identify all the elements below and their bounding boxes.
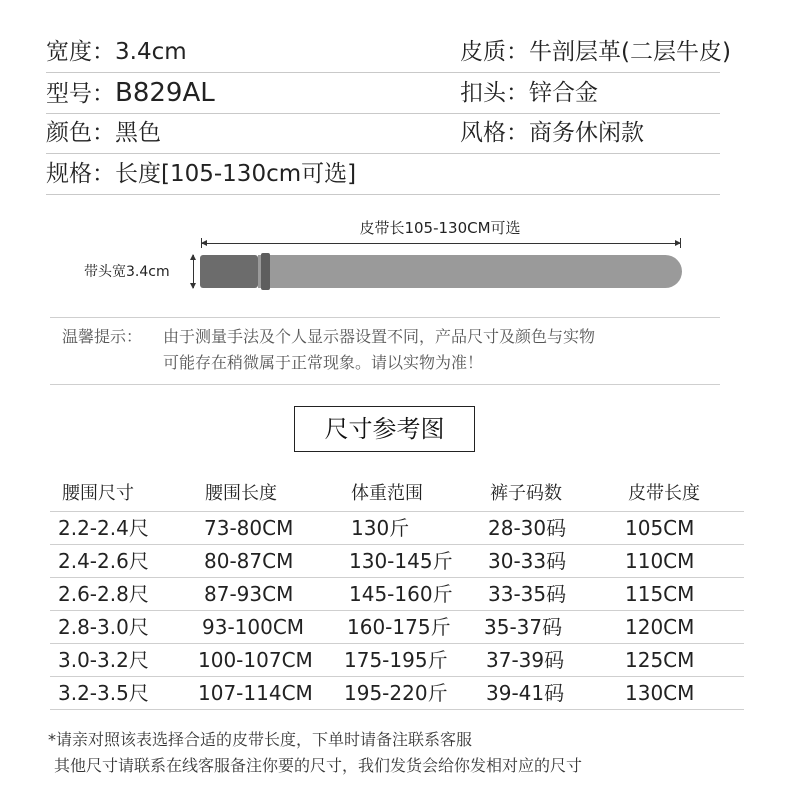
table-cell: 3.0-3.2尺	[58, 648, 149, 672]
table-cell: 2.2-2.4尺	[58, 516, 149, 540]
notice-divider-bottom	[50, 384, 720, 385]
table-row	[50, 611, 744, 644]
table-cell: 130斤	[351, 516, 410, 540]
table-header	[50, 476, 744, 511]
spec-style	[460, 113, 644, 153]
belt-length-label: 皮带长105-130CM可选	[359, 219, 521, 237]
table-cell: 2.4-2.6尺	[58, 549, 149, 573]
belt-loop	[261, 253, 270, 290]
spec-width	[46, 32, 187, 72]
width-arrow	[193, 255, 194, 288]
table-row	[50, 677, 744, 710]
spec-buckle	[460, 73, 598, 113]
table-row	[50, 578, 744, 611]
table-row	[50, 512, 744, 545]
table-cell: 145-160斤	[349, 582, 453, 606]
spec-row-2	[46, 73, 720, 114]
notice-label: 温馨提示：	[62, 327, 143, 346]
table-cell: 110CM	[625, 549, 695, 573]
spec-color	[46, 113, 161, 153]
notice	[62, 324, 595, 376]
buckle-width-label: 带头宽3.4cm	[84, 264, 170, 280]
table-cell: 2.6-2.8尺	[58, 582, 149, 606]
spec-material-label: 皮质：	[460, 39, 529, 65]
table-cell: 130CM	[625, 681, 695, 705]
size-table	[50, 476, 744, 710]
spec-model	[46, 73, 215, 114]
belt-buckle	[200, 255, 258, 288]
table-cell: 100-107CM	[198, 648, 313, 672]
spec-row-3	[46, 113, 720, 154]
spec-row-4	[46, 154, 720, 195]
table-cell: 105CM	[625, 516, 695, 540]
table-cell: 35-37码	[484, 615, 563, 639]
notice-line-2: 可能存在稍微属于正常现象。请以实物为准！	[163, 353, 484, 372]
length-arrow	[202, 243, 680, 244]
spec-buckle-label: 扣头：	[460, 80, 529, 106]
spec-style-label: 风格：	[460, 120, 529, 146]
table-header-cell: 裤子码数	[490, 483, 562, 504]
table-header-cell: 腰围尺寸	[62, 483, 134, 504]
spec-row-1	[46, 32, 731, 73]
table-header-cell: 体重范围	[351, 483, 423, 504]
table-cell: 130-145斤	[349, 549, 453, 573]
table-cell: 160-175斤	[347, 615, 451, 639]
table-header-cell: 腰围长度	[205, 483, 277, 504]
spec-width-value: 3.4cm	[115, 39, 187, 65]
spec-model-label: 型号：	[46, 81, 115, 107]
table-cell: 115CM	[625, 582, 695, 606]
table-cell: 80-87CM	[204, 549, 294, 573]
table-cell: 107-114CM	[198, 681, 313, 705]
table-cell: 195-220斤	[344, 681, 448, 705]
table-cell: 120CM	[625, 615, 695, 639]
table-cell: 2.8-3.0尺	[58, 615, 149, 639]
spec-color-value: 黑色	[115, 120, 161, 146]
spec-style-value: 商务休闲款	[529, 120, 644, 146]
belt-strap	[258, 255, 682, 288]
spec-size	[46, 154, 356, 194]
table-cell: 93-100CM	[202, 615, 305, 639]
notice-divider-top	[50, 317, 720, 318]
spec-color-label: 颜色：	[46, 120, 115, 146]
table-header-cell: 皮带长度	[628, 483, 700, 504]
footnote-line-2: 其他尺寸请联系在线客服备注你要的尺寸，我们发货会给你发相对应的尺寸	[54, 756, 583, 775]
table-cell: 33-35码	[488, 582, 567, 606]
table-cell: 175-195斤	[344, 648, 448, 672]
spec-model-value: B829AL	[115, 78, 215, 108]
notice-line-1: 由于测量手法及个人显示器设置不同，产品尺寸及颜色与实物	[163, 327, 596, 346]
table-cell: 125CM	[625, 648, 695, 672]
table-cell: 87-93CM	[204, 582, 294, 606]
spec-material	[460, 32, 731, 72]
footnote	[48, 727, 582, 779]
spec-buckle-value: 锌合金	[529, 80, 598, 106]
spec-width-label: 宽度：	[46, 39, 115, 65]
spec-material-value: 牛剖层革(二层牛皮)	[529, 39, 731, 65]
table-cell: 3.2-3.5尺	[58, 681, 149, 705]
size-chart-title: 尺寸参考图	[294, 406, 475, 452]
spec-size-value: 长度[105-130cm可选]	[115, 161, 357, 187]
footnote-line-1: *请亲对照该表选择合适的皮带长度，下单时请备注联系客服	[48, 730, 473, 749]
table-row	[50, 644, 744, 677]
table-cell: 37-39码	[486, 648, 565, 672]
table-row	[50, 545, 744, 578]
spec-size-label: 规格：	[46, 161, 115, 187]
table-cell: 28-30码	[488, 516, 567, 540]
table-cell: 30-33码	[488, 549, 567, 573]
table-cell: 39-41码	[486, 681, 565, 705]
table-cell: 73-80CM	[204, 516, 294, 540]
